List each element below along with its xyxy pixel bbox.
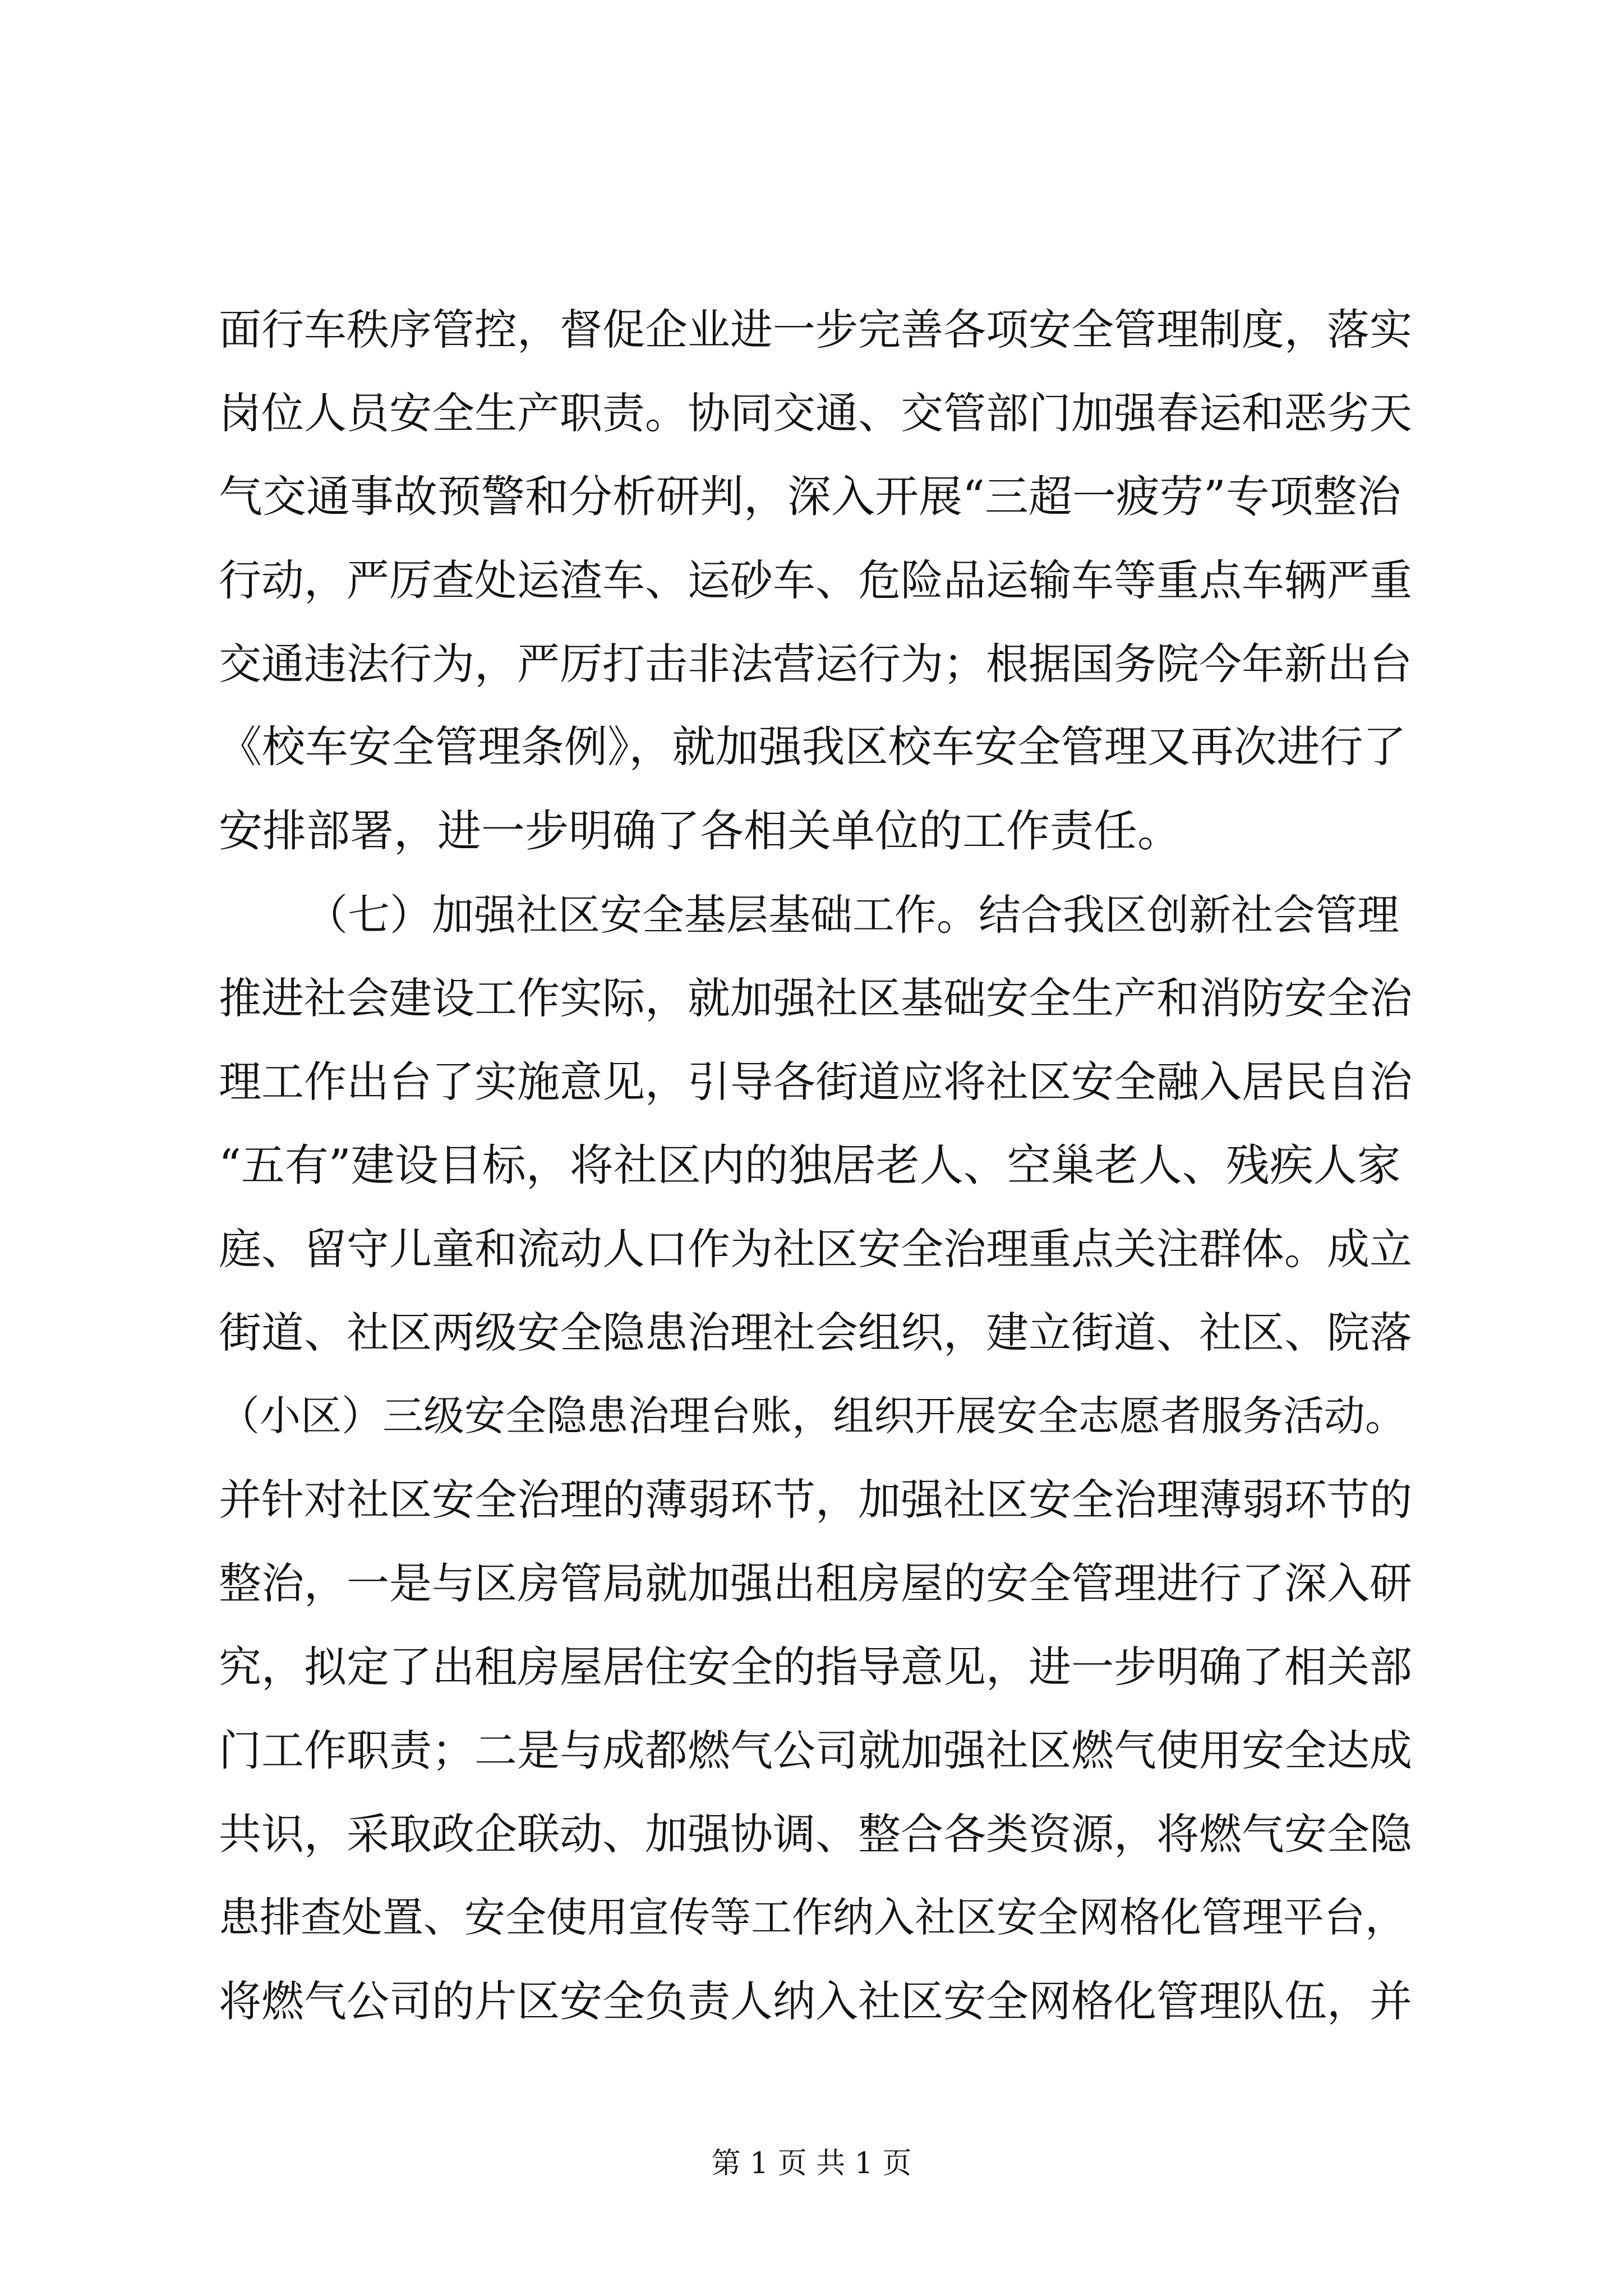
body-line: 气交通事故预警和分析研判，深入开展“三超一疲劳”专项整治 xyxy=(219,472,1401,522)
body-line: 共识，采取政企联动、加强协调、整合各类资源，将燃气安全隐 xyxy=(219,1809,1412,1859)
body-line: “五有”建设目标，将社区内的独居老人、空巢老人、残疾人家 xyxy=(219,1140,1401,1191)
section-heading-line: （七）加强社区安全基层基础工作。结合我区创新社会管理 xyxy=(306,890,1400,940)
body-line: 面行车秩序管控，督促企业进一步完善各项安全管理制度，落实 xyxy=(219,305,1412,355)
body-line: 岗位人员安全生产职责。协同交通、交管部门加强春运和恶劣天 xyxy=(219,388,1412,438)
body-line: 整治，一是与区房管局就加强出租房屋的安全管理进行了深入研 xyxy=(219,1558,1412,1608)
page-number-footer: 第 1 页 共 1 页 xyxy=(711,2147,912,2180)
body-line: 理工作出台了实施意见，引导各街道应将社区安全融入居民自治 xyxy=(219,1057,1412,1107)
body-line: （小区）三级安全隐患治理台账，组织开展安全志愿者服务活动。 xyxy=(219,1392,1406,1440)
body-line: 《校车安全管理条例》，就加强我区校车安全管理又再次进行了 xyxy=(219,723,1407,772)
body-line: 行动，严厉查处运渣车、运砂车、危险品运输车等重点车辆严重 xyxy=(219,555,1412,605)
body-line: 患排查处置、安全使用宣传等工作纳入社区安全网格化管理平台， xyxy=(219,1894,1406,1941)
body-line: 交通违法行为，严厉打击非法营运行为；根据国务院今年新出台 xyxy=(219,639,1412,689)
body-line: 庭、留守儿童和流动人口作为社区安全治理重点关注群体。成立 xyxy=(219,1224,1412,1274)
body-line: 究，拟定了出租房屋居住安全的指导意见，进一步明确了相关部 xyxy=(219,1642,1412,1692)
body-line: 街道、社区两级安全隐患治理社会组织，建立街道、社区、院落 xyxy=(219,1308,1412,1358)
body-line: 推进社会建设工作实际，就加强社区基础安全生产和消防安全治 xyxy=(219,973,1412,1023)
body-line: 安排部署，进一步明确了各相关单位的工作责任。 xyxy=(219,806,1182,857)
body-line: 并针对社区安全治理的薄弱环节，加强社区安全治理薄弱环节的 xyxy=(219,1475,1412,1525)
body-line: 将燃气公司的片区安全负责人纳入社区安全网格化管理队伍，并 xyxy=(219,1976,1412,2026)
body-line: 门工作职责；二是与成都燃气公司就加强社区燃气使用安全达成 xyxy=(219,1726,1412,1775)
